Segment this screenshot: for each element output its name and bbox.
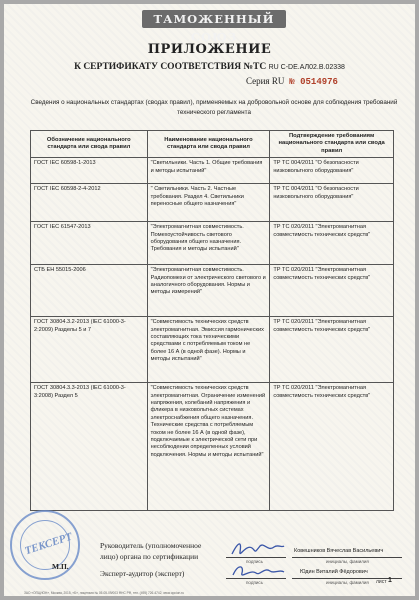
table-row bbox=[31, 317, 394, 383]
cell-code: СТБ EH 55015-2006 bbox=[31, 265, 148, 317]
cell-confirm: ТР ТС 004/2011 "О безопасности низковольтного оборудования" bbox=[270, 158, 394, 184]
printer-footnote: ЗАО «ОПЦИОН», Москва, 2015, «Б», лицензия № 05-05-09/003 ФНС РФ, тел. (495) 726-4742, www.opcion.ru bbox=[24, 591, 184, 595]
customs-union-banner: ТАМОЖЕННЫЙ СОЮЗ bbox=[142, 10, 286, 28]
expert-name: Юдин Виталий Фёдорович bbox=[300, 569, 368, 575]
expert-signature bbox=[230, 561, 286, 581]
cell-code: ГОСТ IEC 61547-2013 bbox=[31, 222, 148, 265]
expert-fio-caption: инициалы, фамилия bbox=[326, 580, 369, 585]
cell-name: "Электромагнитная совместимость. Помехоустойчивость светового оборудования общего назначения. Требования и методы испытаний" bbox=[147, 222, 270, 265]
cell-code: ГОСТ 30804.3.2-2013 (IEC 61000-3-2:2009) Разделы 5 и 7 bbox=[31, 317, 148, 383]
cell-name: "Совместимость технических средств электромагнитная. Эмиссия гармонических составляющих тока техническими средствами с потребляемым током не более 16 А (в одной фазе). Нормы и методы испытаний" bbox=[147, 317, 270, 383]
intro-text: Сведения о национальных стандартах (сводах правил), применяемых на добровольной основе для соблюдения требований технического регламента bbox=[30, 99, 398, 116]
certificate-subtitle bbox=[4, 62, 415, 72]
cell-code: ГОСТ 30804.3.3-2013 (IEC 61000-3-3:2008) Раздел 5 bbox=[31, 383, 148, 511]
stamp-text: ТЕКСЕРТ bbox=[23, 530, 74, 558]
header-standard-code: Обозначение национального стандарта или свода правил bbox=[31, 131, 148, 158]
cell-confirm: ТР ТС 020/2011 "Электромагнитная совместимость технических средств" bbox=[270, 222, 394, 265]
table-row bbox=[31, 184, 394, 222]
page-title: ПРИЛОЖЕНИЕ bbox=[147, 42, 272, 57]
cell-confirm: ТР ТС 020/2011 "Электромагнитная совместимость технических средств" bbox=[270, 317, 394, 383]
cell-confirm: ТР ТС 004/2011 "О безопасности низковольтного оборудования" bbox=[270, 184, 394, 222]
cell-confirm: ТР ТС 020/2011 "Электромагнитная совместимость технических средств" bbox=[270, 383, 394, 511]
cell-confirm: ТР ТС 020/2011 "Электромагнитная совместимость технических средств" bbox=[270, 265, 394, 317]
cell-code: ГОСТ IEC 60598-1-2013 bbox=[31, 158, 148, 184]
serial-number: № 0514976 bbox=[289, 77, 338, 87]
table-row bbox=[31, 158, 394, 184]
series-line bbox=[246, 76, 338, 87]
expert-label: Эксперт-аудитор (эксперт) bbox=[100, 569, 185, 578]
certificate-number: RU C-DE.АЛ02.В.02338 bbox=[268, 64, 345, 71]
expert-signature-caption: подпись bbox=[246, 580, 264, 585]
header-standard-name: Наименование национального стандарта или свода правил bbox=[147, 131, 270, 158]
head-fio-caption: инициалы, фамилия bbox=[326, 559, 369, 564]
cell-name: " Светильники. Часть 2. Частные требования. Раздел 4. Светильники переносные общего назначения" bbox=[147, 184, 270, 222]
head-signature-caption: подпись bbox=[246, 559, 264, 564]
table-row bbox=[31, 265, 394, 317]
certification-stamp bbox=[10, 510, 80, 580]
header-confirmation: Подтверждение требованиям национального стандарта или свода правил bbox=[270, 131, 394, 158]
series-label: Серия RU bbox=[246, 76, 285, 86]
sheet-label: лист bbox=[376, 579, 387, 585]
standards-table bbox=[30, 130, 394, 511]
head-label-line-1: Руководитель (уполномоченное bbox=[100, 541, 202, 550]
head-label-line-2: лицо) органа по сертификации bbox=[100, 552, 199, 561]
cell-name: "Электромагнитная совместимость. Радиопомехи от электрического светового и аналогичного оборудования. Нормы и методы измерений" bbox=[147, 265, 270, 317]
mp-label: М.П. bbox=[52, 562, 69, 571]
subtitle-prefix: К СЕРТИФИКАТУ СООТВЕТСТВИЯ №ТС bbox=[74, 62, 267, 72]
cell-name: "Совместимость технических средств электромагнитная. Ограничение изменений напряжения, колебаний напряжения и фликера в низковольтных системах электроснабжения общего назначения. Технические средства с потребляемым током не более 16 А (в одной фазе), подключаемые к электрической сети при несоблюдении определенных условий подключения. Нормы и методы испытаний" bbox=[147, 383, 270, 511]
table-header-row bbox=[31, 131, 394, 158]
cell-name: "Светильники. Часть 1. Общие требования и методы испытаний" bbox=[147, 158, 270, 184]
head-signature bbox=[228, 538, 286, 560]
head-name: Ковешников Вячеслав Васильевич bbox=[294, 548, 384, 554]
table-row bbox=[31, 222, 394, 265]
sheet-number: 1 bbox=[388, 577, 392, 584]
head-name-line bbox=[292, 557, 402, 558]
cell-code: ГОСТ IEC 60598-2-4-2012 bbox=[31, 184, 148, 222]
table-row bbox=[31, 383, 394, 511]
